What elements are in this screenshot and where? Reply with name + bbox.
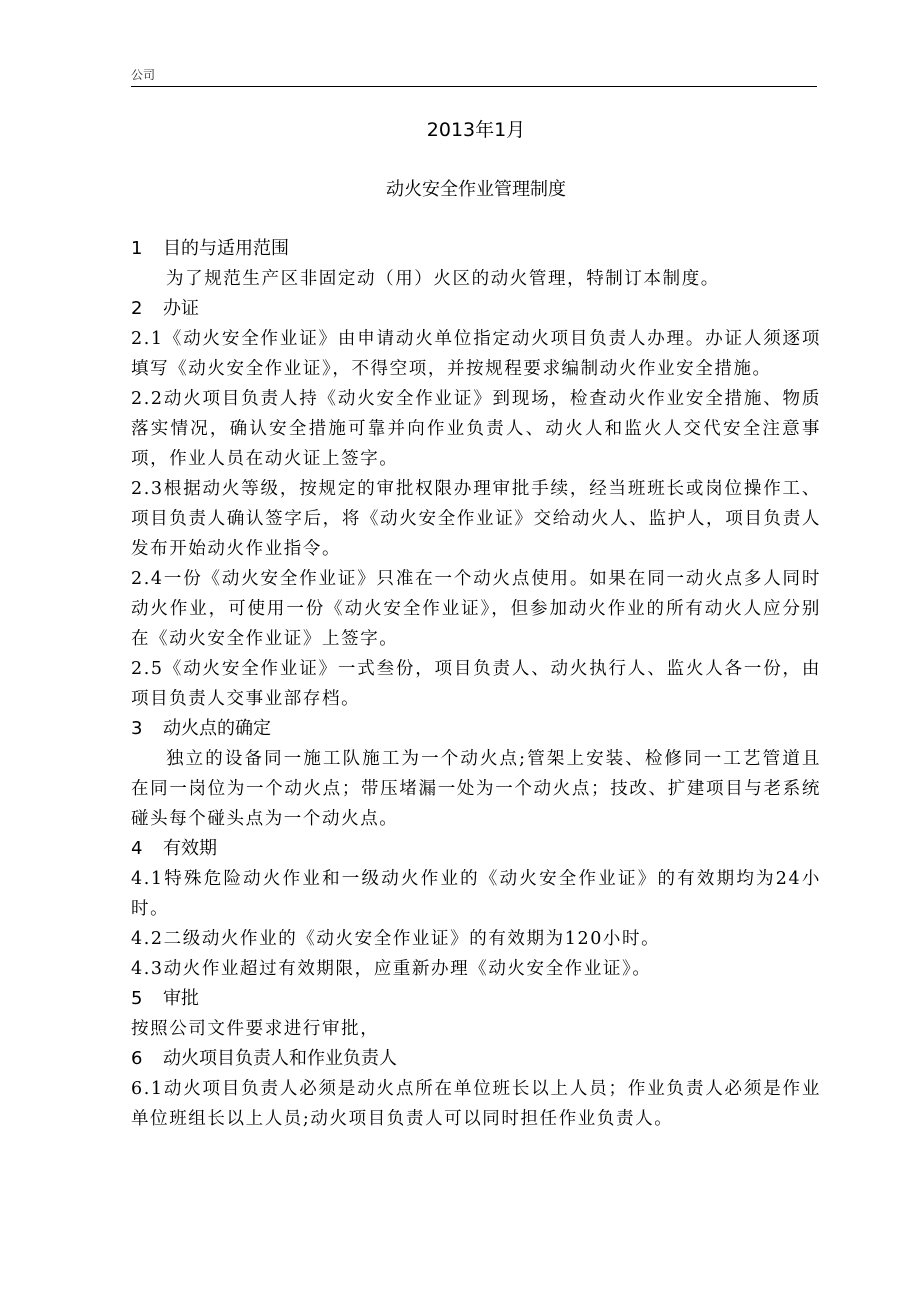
section-paragraph: 2.2动火项目负责人持《动火安全作业证》到现场，检查动火作业安全措施、物质落实情况，确认安全措施可靠并向作业负责人、动火人和监火人交代安全注意事项，作业人员在动火证上签字。 [131, 389, 821, 469]
section-title: 审批 [163, 988, 199, 1009]
section-title: 目的与适用范围 [163, 238, 289, 259]
section-title: 有效期 [163, 838, 217, 859]
page-header-label: 公司 [131, 68, 156, 82]
section-heading [131, 234, 821, 264]
section-heading [131, 1044, 821, 1074]
section-paragraph: 独立的设备同一施工队施工为一个动火点;管架上安装、检修同一工艺管道且在同一岗位为一个动火点；带压堵漏一处为一个动火点；技改、扩建项目与老系统碰头每个碰头点为一个动火点。 [131, 749, 821, 829]
section-heading [131, 834, 821, 864]
section-number: 1 [131, 238, 143, 259]
section-heading [131, 294, 821, 324]
section-paragraph: 4.1特殊危险动火作业和一级动火作业的《动火安全作业证》的有效期均为24小时。 [131, 869, 821, 919]
section-title: 动火点的确定 [163, 718, 271, 739]
section-number: 3 [131, 718, 143, 739]
section-heading [131, 714, 821, 744]
document-title: 动火安全作业管理制度 [386, 179, 566, 200]
section-number: 6 [131, 1048, 143, 1069]
section-number: 5 [131, 988, 143, 1009]
document-body [131, 104, 821, 1134]
document-sections [131, 234, 821, 1134]
section-paragraph: 2.5《动火安全作业证》一式叁份，项目负责人、动火执行人、监火人各一份，由项目负责人交事业部存档。 [131, 659, 821, 709]
section-paragraph: 按照公司文件要求进行审批， [131, 1019, 380, 1039]
section-number: 4 [131, 838, 143, 859]
section-paragraph: 2.4一份《动火安全作业证》只准在一个动火点使用。如果在同一动火点多人同时动火作业，可使用一份《动火安全作业证》，但参加动火作业的所有动火人应分别在《动火安全作业证》上签字。 [131, 569, 821, 649]
section-paragraph: 为了规范生产区非固定动（用）火区的动火管理，特制订本制度。 [166, 269, 720, 289]
section-title: 办证 [163, 298, 199, 319]
section-paragraph: 4.2二级动火作业的《动火安全作业证》的有效期为120小时。 [131, 929, 661, 949]
section-title: 动火项目负责人和作业负责人 [163, 1048, 397, 1069]
section-paragraph: 2.3根据动火等级，按规定的审批权限办理审批手续，经当班班长或岗位操作工、项目负责人确认签字后，将《动火安全作业证》交给动火人、监护人，项目负责人发布开始动火作业指令。 [131, 479, 821, 559]
section-heading [131, 984, 821, 1014]
section-paragraph: 6.1动火项目负责人必须是动火点所在单位班长以上人员；作业负责人必须是作业单位班组长以上人员;动火项目负责人可以同时担任作业负责人。 [131, 1079, 821, 1129]
section-paragraph: 4.3动火作业超过有效期限，应重新办理《动火安全作业证》。 [131, 959, 652, 979]
document-date: 2013年1月 [426, 119, 526, 141]
section-number: 2 [131, 298, 143, 319]
header-divider [131, 86, 817, 87]
section-paragraph: 2.1《动火安全作业证》由申请动火单位指定动火项目负责人办理。办证人须逐项填写《动火安全作业证》，不得空项，并按规程要求编制动火作业安全措施。 [131, 329, 821, 379]
